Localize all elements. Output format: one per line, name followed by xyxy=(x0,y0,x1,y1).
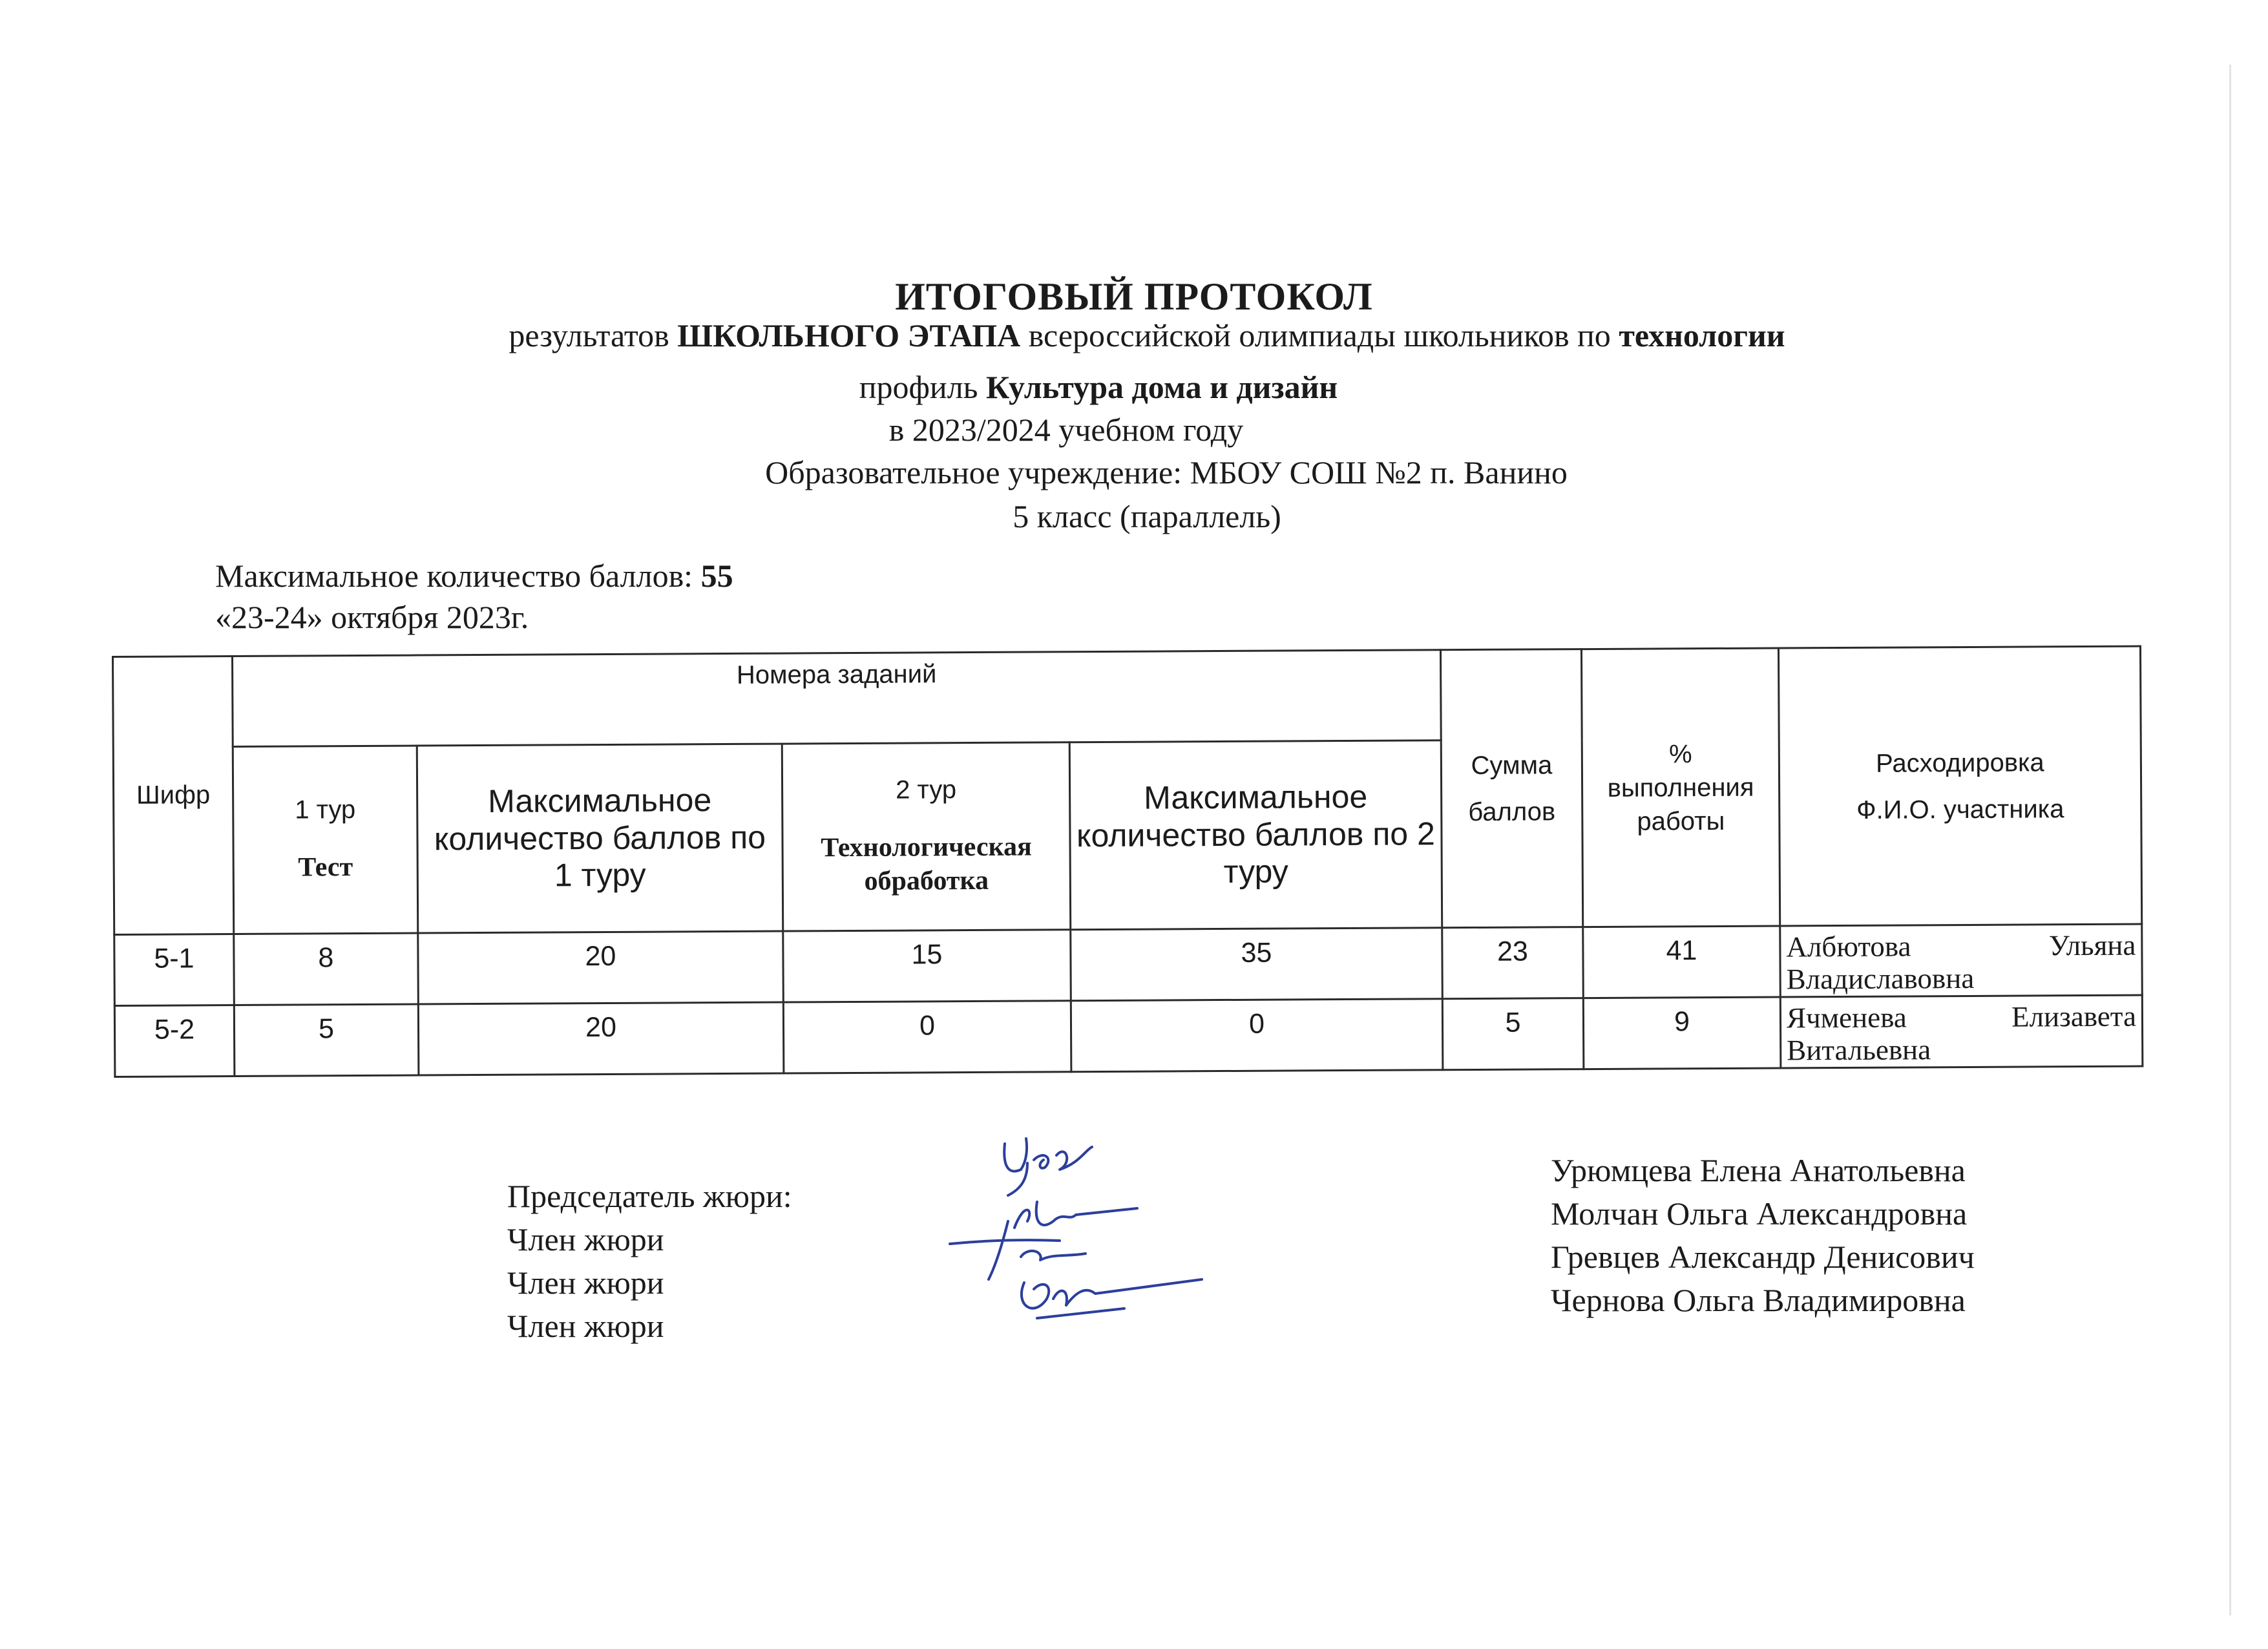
header-task-numbers: Номера заданий xyxy=(233,650,1442,747)
signature-1 xyxy=(1004,1139,1092,1195)
role-member: Член жюри xyxy=(507,1308,664,1344)
jury-name: Молчан Ольга Александровна xyxy=(1551,1195,1968,1232)
jury-names xyxy=(1551,1149,1975,1322)
signature-2 xyxy=(1014,1202,1137,1228)
cell-percent: 41 xyxy=(1583,926,1781,998)
header-sum: Сумма баллов xyxy=(1440,649,1582,928)
jury-name: Гревцев Александр Денисович xyxy=(1551,1239,1975,1275)
jury-roles xyxy=(507,1175,792,1348)
cell-round1: 5 xyxy=(234,1004,419,1076)
subtitle-line-1: результатов ШКОЛЬНОГО ЭТАПА всероссийской олимпиады школьников по технологии xyxy=(509,317,1785,353)
grade-line: 5 класс (параллель) xyxy=(1013,498,1281,534)
signature-4 xyxy=(1022,1279,1202,1318)
header-max-round2: Максимальное количество баллов по 2 туру xyxy=(1069,740,1442,930)
header-decode: Расходировка Ф.И.О. участника xyxy=(1778,646,2141,926)
header-percent: % выполнения работы xyxy=(1581,648,1780,927)
role-chairman: Председатель жюри: xyxy=(507,1178,792,1214)
year-line: в 2023/2024 учебном году xyxy=(888,412,1244,448)
cell-participant-name: Ячменева Елизавета Витальевна xyxy=(1780,995,2143,1068)
cell-max-round1: 20 xyxy=(418,931,784,1004)
header-round2: 2 тур Технологическая обработка xyxy=(782,742,1071,931)
cell-percent: 9 xyxy=(1583,997,1781,1069)
jury-name: Чернова Ольга Владимировна xyxy=(1551,1282,1966,1318)
signature-3 xyxy=(950,1221,1086,1279)
dates-line: «23-24» октября 2023г. xyxy=(215,599,529,635)
cell-sum: 23 xyxy=(1442,927,1584,999)
cell-round2: 15 xyxy=(783,930,1071,1002)
header-cipher: Шифр xyxy=(113,656,234,935)
role-member: Член жюри xyxy=(507,1221,664,1257)
cell-max-round1: 20 xyxy=(418,1002,784,1075)
cell-sum: 5 xyxy=(1442,998,1584,1069)
cell-round2: 0 xyxy=(783,1001,1071,1073)
cell-cipher: 5-1 xyxy=(114,934,235,1006)
cell-cipher: 5-2 xyxy=(114,1005,235,1077)
cell-max-round2: 35 xyxy=(1071,928,1443,1001)
cell-max-round2: 0 xyxy=(1071,999,1443,1072)
table-row xyxy=(114,924,2143,1005)
max-score-line: Максимальное количество баллов: 55 xyxy=(215,558,733,594)
header-max-round1: Максимальное количество баллов по 1 туру xyxy=(417,744,783,933)
profile-line: профиль Культура дома и дизайн xyxy=(859,369,1338,405)
cell-round1: 8 xyxy=(234,933,419,1005)
role-member: Член жюри xyxy=(507,1265,664,1301)
handwritten-signatures xyxy=(930,1124,1228,1331)
header-round1: 1 тур Тест xyxy=(233,746,418,934)
document-title: ИТОГОВЫЙ ПРОТОКОЛ xyxy=(895,275,1373,318)
jury-name: Урюмцева Елена Анатольевна xyxy=(1551,1152,1966,1188)
cell-participant-name: Албютова Ульяна Владиславовна xyxy=(1780,924,2143,997)
results-table xyxy=(112,646,2143,1078)
institution-line: Образовательное учреждение: МБОУ СОШ №2 п. Ванино xyxy=(765,454,1568,490)
table-row xyxy=(114,995,2143,1077)
